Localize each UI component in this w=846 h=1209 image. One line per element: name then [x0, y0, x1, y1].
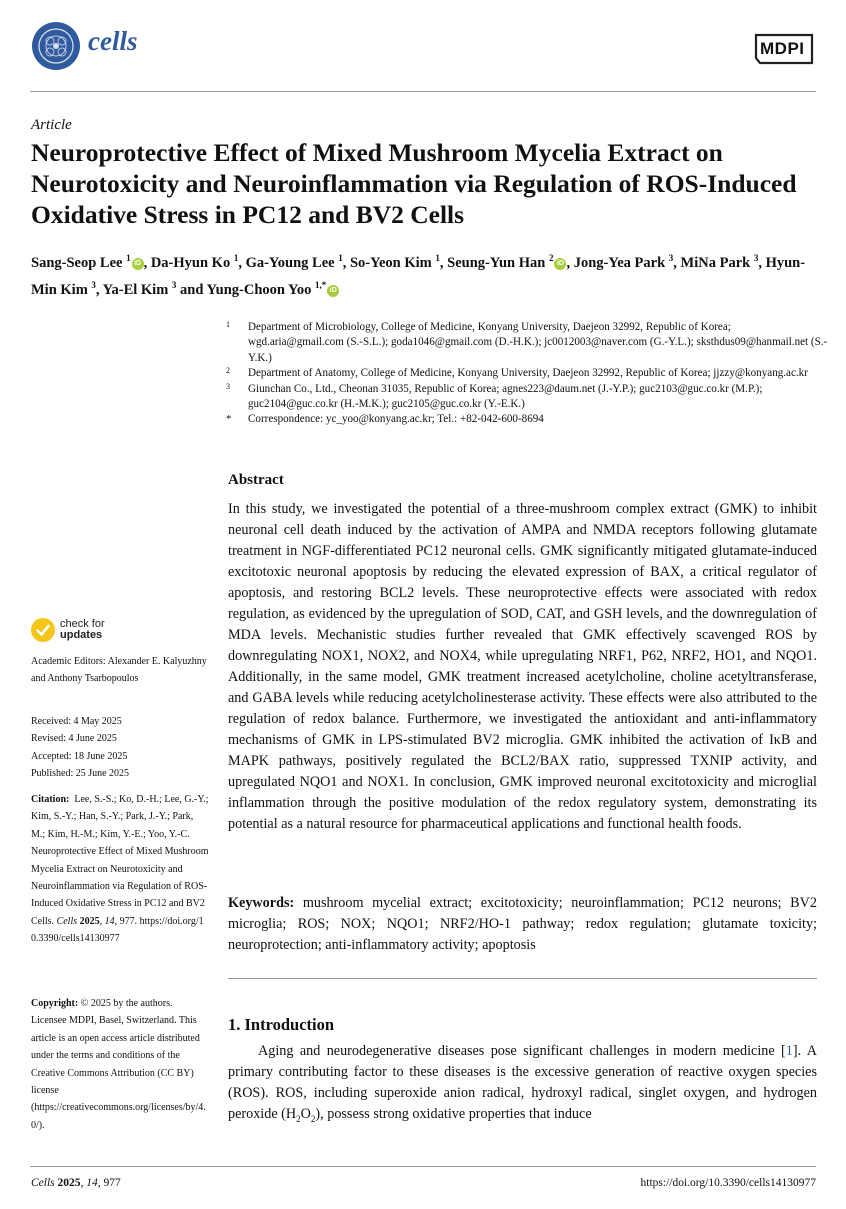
author-name: Yung-Choon Yoo: [206, 281, 316, 298]
copyright-block: [31, 995, 209, 1134]
footer-article: 977: [103, 1177, 121, 1189]
author-affiliation-mark: 3: [753, 253, 759, 263]
abstract-text: In this study, we investigated the potential of a three-mushroom complex extract (GMK) to inhibit neuronal cell death induced by the activation of AMPA and NMDA receptors following glutamate treatment in NGF-differentiated PC12 neuronal cells. GMK significantly mitigated glutamate-induced excitotoxic neuronal apoptosis by reducing the elevated expression of BAX, a critical regulator of apoptosis, and restoring BCL2 levels. These neuroprotective effects were associated with redox regulation, as evidenced by the upregulation of SOD, CAT, and GSH levels, and the downregulation of MDA levels. Mechanistic studies further revealed that GMK effectively scavenged ROS by downregulating NOX1, NOX2, and NOX4, while upregulating NRF1, P62, NRF2, HO1, and NQO1. Additionally, in the same model, GMK treatment increased acetylcholine, choline acetyltransferase, and GABA levels while reducing acetylcholinesterase activity. These effects were also attributed to the regulation of redox balance. Furthermore, we investigated the antioxidant and anti-inflammatory mechanisms of GMK in LPS-stimulated BV2 microglia. GMK inhibited the activation of IκB and MAPK pathways, positively regulated the BCL2/BAX ratio, suppressed TXNIP activity, and upregulated NQO1 and NOX1. In conclusion, GMK improved neuronal excitotoxicity and microglial inflammation through the positive modulation of the redox regulatory system, demonstrating its potential as a natural resource for pharmaceutical applications and functional health foods.: [228, 501, 817, 832]
subscript: 2: [310, 1113, 316, 1124]
journal-name[interactable]: cells: [88, 26, 138, 56]
affiliation-item: [228, 382, 828, 413]
author-affiliation-mark: 1: [126, 253, 131, 263]
affiliation-number: 3: [226, 381, 230, 391]
affiliation-number: *: [226, 413, 232, 426]
keywords: [228, 893, 817, 956]
citation-text: Lee, S.-S.; Ko, D.-H.; Lee, G.-Y.; Kim, S.-Y.; Han, S.-Y.; Park, J.-Y.; Park, M.; Kim, H.-M.; Kim, Y.-E.; Yoo, Y.-C. Neuroprotective Effect of Mixed Mushroom Mycelia Extract on Neurotoxicity and Neuroinflammation via Regulation of ROS-Induced Oxidative Stress in PC12 and BV2 Cells.: [31, 794, 209, 927]
academic-editors: [31, 653, 209, 688]
affiliation-text: Giunchan Co., Ltd., Cheonan 31035, Republic of Korea; agnes223@daum.net (J.-Y.P.); guc2103@guc.co.kr (M.P.); guc2104@guc.co.kr (H.-M.K.); guc2105@guc.co.kr (Y.-E.K.): [248, 382, 763, 411]
header-divider: [30, 91, 816, 92]
footer-divider: [30, 1166, 816, 1167]
check-label-1: check for: [60, 618, 105, 630]
author-name: So-Yeon Kim: [349, 254, 436, 271]
author-affiliation-mark: 1,*: [315, 279, 327, 290]
keywords-text: mushroom mycelial extract; excitotoxicity; neuroinflammation; PC12 neurons; BV2 microglia; ROS; NOX; NQO1; NRF2/HO-1 pathway; redox regulation; glutamate toxicity; neuroprotection; anti-inflammatory activity; apoptosis: [228, 895, 817, 953]
copyright-label: Copyright:: [31, 998, 79, 1009]
citation-volume: 14: [104, 915, 115, 927]
footer-doi-link[interactable]: https://doi.org/10.3390/cells14130977: [640, 1177, 816, 1189]
citation-journal: Cells: [56, 915, 78, 927]
author-name: Ya-El Kim: [102, 281, 172, 298]
author-list: Sang-Seop Lee $^1$iD , Da-Hyun Ko $^1$, Ga-Young Lee $^1$, So-Yeon Kim $^1$, Seung-Yun Han $^2$iD , Jong-Yea Park $^3$, MiNa Park $^3$, Hyun-Min Kim $^3$, Ya-El Kim $^3$ and Yung-Choon Yoo $^{1,*}$iD: [31, 253, 806, 298]
subscript: 2: [296, 1113, 301, 1124]
orcid-icon[interactable]: iD: [132, 258, 144, 270]
affiliation-item: [228, 366, 828, 381]
accepted-date: Accepted: 18 June 2025: [31, 750, 128, 762]
citation-ref-1[interactable]: 1: [785, 1043, 793, 1059]
revised-date: Revised: 4 June 2025: [31, 733, 117, 745]
author-affiliation-mark: 1: [338, 253, 343, 263]
introduction-text: [228, 1041, 817, 1130]
section-divider: [228, 978, 817, 979]
intro-part-3: ), possess strong oxidative properties that induce: [315, 1106, 592, 1122]
author-affiliation-mark: 3: [91, 279, 96, 290]
intro-part-2: ]. A primary contributing factor to these diseases is the excessive generation of reactive oxygen species (ROS). ROS, including superoxide anion radical, hydroxyl radical, singlet oxygen, and hydrogen peroxide (H: [228, 1043, 817, 1122]
affiliations: [228, 320, 828, 428]
affiliation-text: Department of Microbiology, College of Medicine, Konyang University, Daejeon 32992, Republic of Korea; wgd.aria@gmail.com (S.-S.L.); goda1046@gmail.com (D.-H.K.); jc0012003@naver.com (G.-Y.L.); sksthdus09@hanmail.net (S.-Y.K.): [248, 321, 828, 364]
check-label-2: updates: [60, 629, 103, 641]
received-date: Received: 4 May 2025: [31, 716, 122, 727]
affiliation-item: [228, 412, 828, 427]
intro-mid: O: [300, 1106, 311, 1122]
author-name: Hyun-Min Kim: [31, 254, 806, 298]
footer-journal: Cells: [31, 1177, 55, 1189]
author-name: Seung-Yun Han: [447, 254, 549, 271]
abstract-heading: Abstract: [228, 472, 284, 488]
footer-citation: Cells 2025, 14, 977: [31, 1177, 121, 1189]
affiliation-text: Correspondence: yc_yoo@konyang.ac.kr; Tel.: +82-042-600-8694: [248, 413, 544, 426]
orcid-icon[interactable]: iD: [327, 285, 339, 297]
author-name: MiNa Park: [680, 254, 754, 271]
article-title: Neuroprotective Effect of Mixed Mushroom Mycelia Extract on Neurotoxicity and Neuroinflammation via Regulation of ROS-Induced Oxidative Stress in PC12 and BV2 Cells: [31, 138, 797, 229]
citation-block: Citation: Lee, S.-S.; Ko, D.-H.; Lee, G.-Y.; Kim, S.-Y.; Han, S.-Y.; Park, J.-Y.; Park, M.; Kim, H.-M.; Kim, Y.-E.; Yoo, Y.-C. Neuroprotective Effect of Mixed Mushroom Mycelia Extract on Neurotoxicity and Neuroinflammation via Regulation of ROS-Induced Oxidative Stress in PC12 and BV2 Cells. Cells 2025, 14, 977. https://doi.org/10.3390/cells14130977: [31, 794, 209, 945]
keywords-label: Keywords:: [228, 895, 295, 911]
affiliation-text: Department of Anatomy, College of Medicine, Konyang University, Daejeon 32992, Republic of Korea; jjzzy@konyang.ac.kr: [248, 367, 808, 380]
check-for-updates-button[interactable]: [31, 618, 105, 642]
author-affiliation-mark: 3: [171, 279, 177, 290]
author-name: Da-Hyun Ko: [150, 254, 234, 271]
article-type: Article: [31, 117, 72, 133]
author-name: Sang-Seop Lee: [31, 254, 127, 271]
mdpi-logo[interactable]: [752, 32, 816, 71]
introduction-heading: 1. Introduction: [228, 1015, 335, 1034]
editors-label: Academic Editors:: [31, 656, 106, 667]
cells-journal-logo: [32, 22, 80, 70]
published-date: Published: 25 June 2025: [31, 768, 130, 780]
citation-year: 2025: [79, 915, 100, 927]
copyright-text: © 2025 by the authors. Licensee MDPI, Basel, Switzerland. This article is an open access article distributed under the terms and conditions of the Creative Commons Attribution (CC BY) license (https://creativecommons.org/licenses/by/4.0/).: [31, 998, 206, 1131]
publisher-name: MDPI: [760, 39, 805, 58]
footer-year: 2025: [57, 1177, 81, 1189]
history-dates: [31, 713, 209, 783]
citation-label: Citation:: [31, 794, 70, 805]
affiliation-number: 2: [226, 366, 230, 376]
check-icon: [31, 618, 55, 642]
editors-names: Alexander E. Kalyuzhny and Anthony Tsarbopoulos: [31, 656, 207, 685]
orcid-icon[interactable]: iD: [554, 258, 566, 270]
footer-volume: 14: [86, 1177, 98, 1189]
author-name: Jong-Yea Park: [573, 254, 669, 271]
citation-article: 977.: [119, 915, 138, 927]
author-affiliation-mark: 3: [668, 253, 674, 263]
author-affiliation-mark: 1: [435, 253, 440, 263]
affiliation-item: [228, 320, 828, 366]
author-name: Ga-Young Lee: [245, 254, 339, 271]
intro-part-1: Aging and neurodegenerative diseases pose significant challenges in modern medicine [: [258, 1043, 786, 1059]
affiliation-number: 1: [226, 320, 230, 329]
author-affiliation-mark: 2: [548, 253, 554, 263]
citation-doi-link[interactable]: https://doi.org/10.3390/cells14130977: [31, 915, 204, 945]
author-affiliation-mark: 1: [233, 253, 239, 263]
